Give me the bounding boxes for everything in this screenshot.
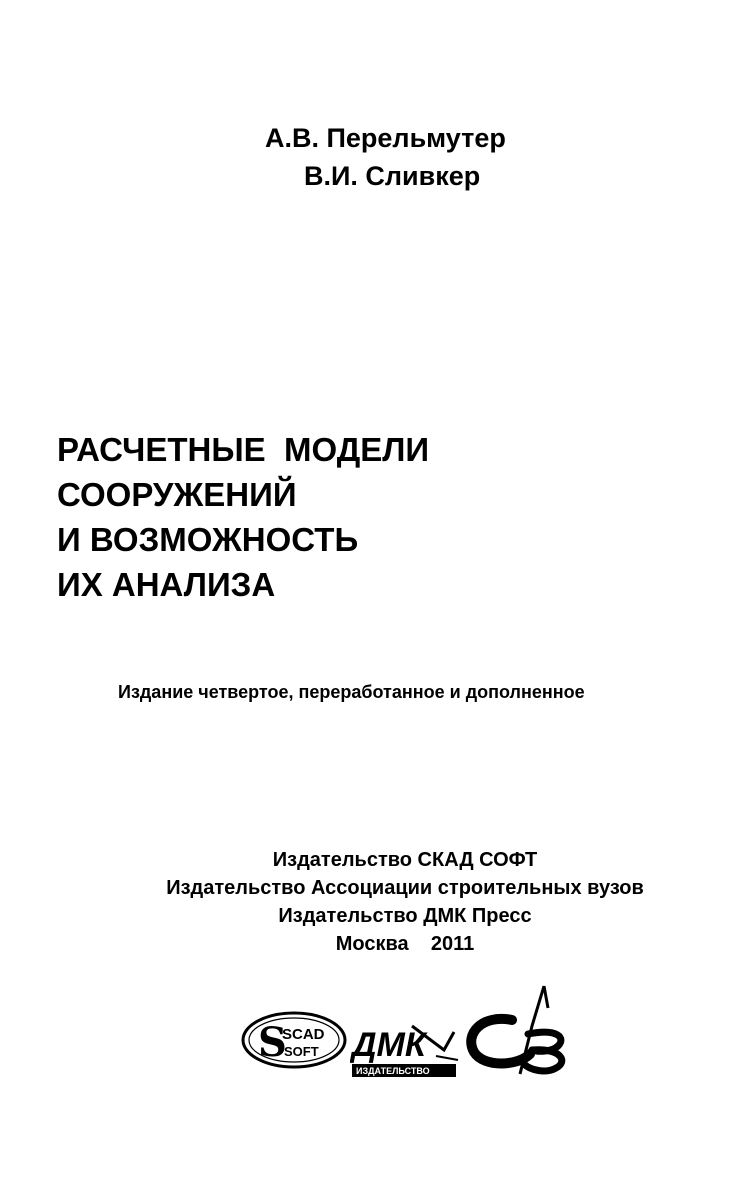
author-name: А.В. Перельмутер: [265, 123, 506, 153]
title-line: СООРУЖЕНИЙ: [57, 476, 297, 513]
title-line: И ВОЗМОЖНОСТЬ: [57, 521, 359, 558]
publisher-logos: [236, 982, 576, 1082]
city-year: Москва 2011: [335, 933, 475, 955]
publisher-line: Издательство ДМК Пресс: [278, 905, 532, 927]
edition-note: Издание четвертое, переработанное и дополненное: [118, 682, 585, 702]
dmk-press-logo-icon: [350, 1020, 460, 1082]
publisher-line: Издательство Ассоциации строительных вузов: [166, 877, 644, 899]
title-line: РАСЧЕТНЫЕ МОДЕЛИ: [57, 431, 430, 468]
title-line: ИХ АНАЛИЗА: [57, 566, 276, 603]
dmk-logo-subtext: ИЗДАТЕЛЬСТВО: [356, 1066, 430, 1076]
scad-soft-logo-icon: [240, 1010, 348, 1070]
author-name: В.И. Сливкер: [304, 161, 481, 191]
publishers-block: [0, 846, 748, 958]
dmk-logo-text: ДМК: [352, 1026, 426, 1064]
publisher-line: Издательство СКАД СОФТ: [272, 849, 538, 871]
scad-logo-top-text: SCAD: [282, 1026, 325, 1043]
scad-logo-bottom-text: SOFT: [284, 1044, 319, 1059]
book-title: [57, 427, 697, 607]
asv-logo-icon: [462, 982, 572, 1082]
svg-text:S: S: [258, 1019, 287, 1066]
